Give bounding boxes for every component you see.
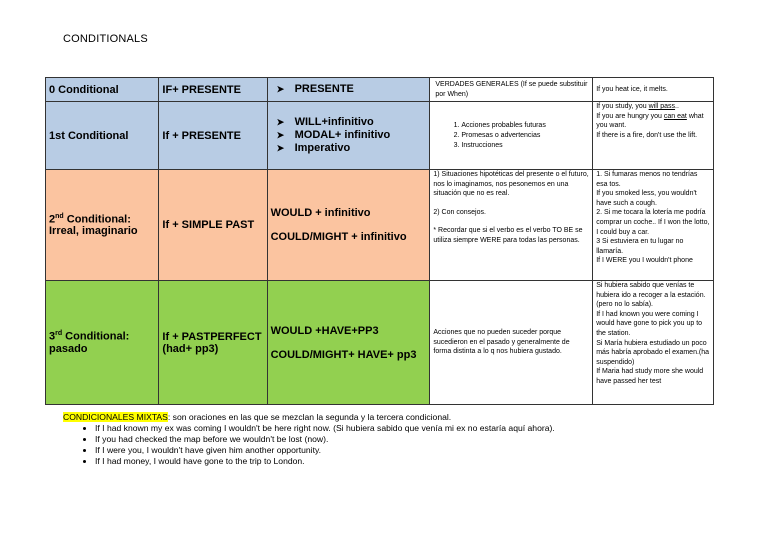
result-item: ➤ PRESENTE (276, 83, 354, 95)
conditionals-table (45, 77, 714, 405)
arrow-icon: ➤ (276, 130, 285, 140)
result-item: ➤ MODAL+ infinitivo (276, 129, 391, 141)
conditional-structure: If + SIMPLE PAST (159, 170, 267, 281)
list-item: • If I were you, I wouldn't have given him another opportunity. (95, 445, 723, 456)
conditional-result (267, 102, 430, 170)
mixed-conditionals-section (63, 412, 723, 467)
table-row-first-conditional (46, 102, 714, 170)
conditional-uses: 1. Acciones probables futuras 2. Promesas o advertencias 3. Instrucciones (430, 102, 593, 170)
table-row-zero-conditional (46, 78, 714, 102)
conditional-name: 2nd Conditional: Irreal, imaginario (46, 170, 159, 281)
conditional-examples: If you study, you will pass.. If you are hungry you can eat what you want. If there is a fire, don't use the lift. (593, 102, 714, 170)
conditional-result: WOULD +HAVE+PP3 COULD/MIGHT+ HAVE+ pp3 (267, 281, 430, 405)
list-item: • If you had checked the map before we wouldn't be lost (now). (95, 434, 723, 445)
arrow-icon: ➤ (276, 143, 285, 153)
conditional-result (267, 78, 430, 102)
conditional-name: 3rd Conditional: pasado (46, 281, 159, 405)
mixed-conditionals-intro: CONDICIONALES MIXTAS: son oraciones en las que se mezclan la segunda y la tercera condicional. (63, 412, 452, 422)
page-title: CONDITIONALS (63, 33, 148, 45)
result-item: ➤ WILL+infinitivo (276, 116, 374, 128)
arrow-icon: ➤ (276, 84, 285, 94)
conditional-name: 0 Conditional (46, 78, 159, 102)
arrow-icon: ➤ (276, 117, 285, 127)
conditional-structure: IF+ PRESENTE (159, 78, 267, 102)
conditional-examples: If you heat ice, it melts. (593, 78, 714, 102)
conditional-examples: 1. Si fumaras menos no tendrías esa tos. If you smoked less, you wouldn't have such a cough. 2. Si me tocara la lotería me podría comprar un coche.. If I won the lotto, I could buy a car. 3 Si estuviera en tu lugar no llamaría. If I WERE you I wouldn't phone (593, 170, 714, 281)
conditional-structure: If + PASTPERFECT (had+ pp3) (159, 281, 267, 405)
conditional-uses: Acciones que no pueden suceder porque sucedieron en el pasado y generalmente de forma distinta a lo q nos hubiera gustado. (430, 281, 593, 405)
conditional-uses: VERDADES GENERALES (If se puede substituir por When) (430, 78, 593, 102)
table-row-second-conditional (46, 170, 714, 281)
mixed-conditionals-label: CONDICIONALES MIXTAS (63, 412, 168, 422)
table-row-third-conditional (46, 281, 714, 405)
conditional-uses: 1) Situaciones hipotéticas del presente o el futuro, nos lo imaginamos, nos pesonemos en una situación que no es real. 2) Con consejos. * Recordar que si el verbo es el verbo TO BE se utiliza siempre WERE para todas las personas. (430, 170, 593, 281)
list-item: • If I had known my ex was coming I wouldn't be here right now. (Si hubiera sabido que venía mi ex no estaría aquí ahora). (95, 423, 723, 434)
result-item: ➤ Imperativo (276, 142, 351, 154)
conditional-structure: If + PRESENTE (159, 102, 267, 170)
conditional-name: 1st Conditional (46, 102, 159, 170)
list-item: • If I had money, I would have gone to the trip to London. (95, 456, 723, 467)
conditional-examples: Si hubiera sabido que venías te hubiera ido a recoger a la estación.(pero no lo sabía). If I had known you were coming I would have gone to pick you up to the station. Si María hubiera estudiado un poco más habría aprobado el examen.(ha suspendido) If Maria had study more she would have passed her test (593, 281, 714, 405)
conditional-result: WOULD + infinitivo COULD/MIGHT + infinitivo (267, 170, 430, 281)
mixed-conditionals-list (63, 423, 723, 467)
